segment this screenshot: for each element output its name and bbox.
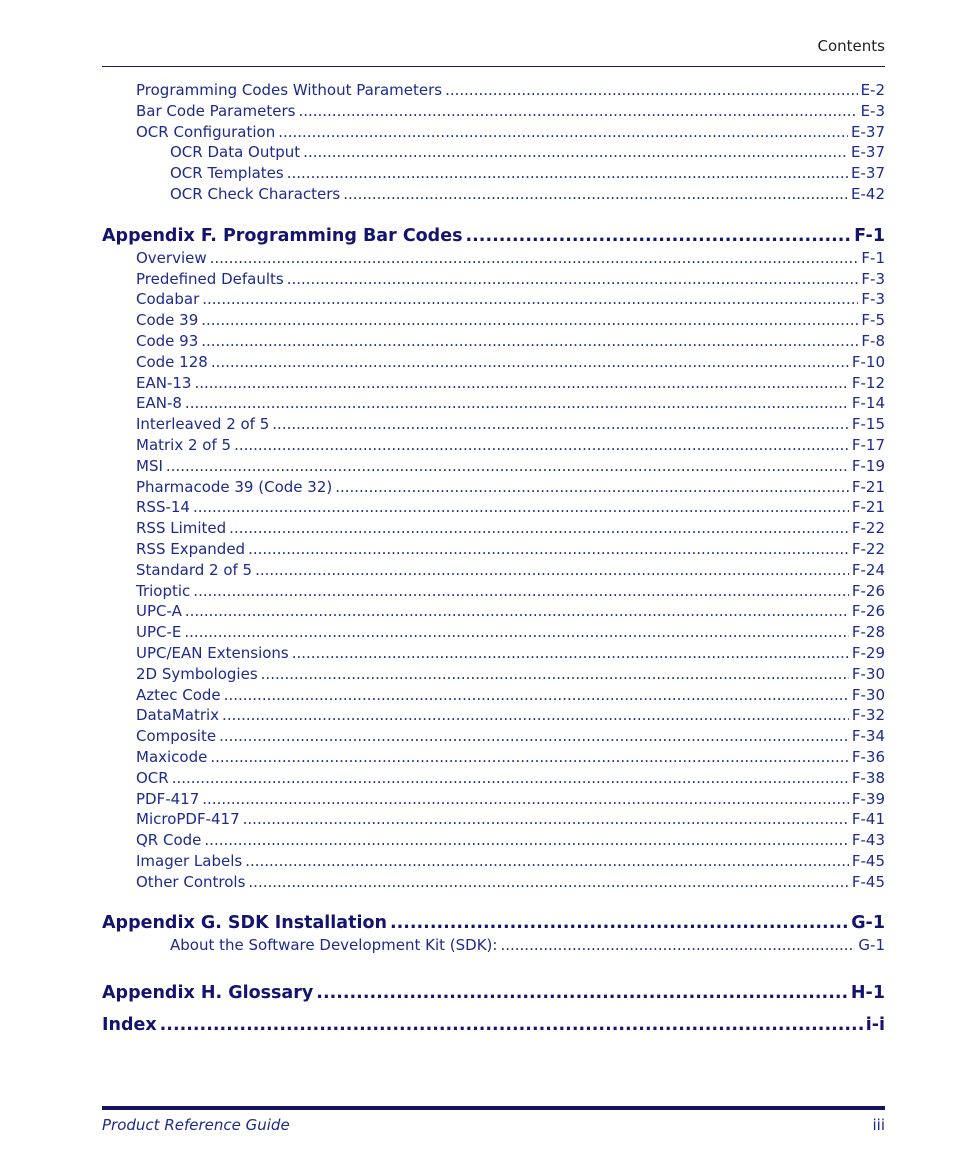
toc-entry-label: DataMatrix [136,706,220,725]
toc-entry-label: OCR Templates [170,164,284,183]
dot-leader [185,393,849,414]
toc-entry[interactable] [102,809,885,830]
toc-entry-page: F-21 [851,477,885,496]
toc-entry-page: F-43 [851,831,885,850]
toc-entry-label: Composite [136,727,217,746]
toc-entry-page: F-30 [851,685,885,704]
toc-appendix-page: G-1 [851,913,885,934]
toc-entry[interactable] [102,539,885,560]
dot-leader [210,747,849,768]
toc-entry-label: Standard 2 of 5 [136,560,253,579]
toc-entry-page: F-26 [851,602,885,621]
dot-leader [278,122,848,143]
toc-entry-page: F-26 [851,581,885,600]
toc-entry-programming-codes-without-parameters[interactable] [102,80,885,101]
dot-leader [500,935,855,956]
toc-entry-page: F-38 [851,768,885,787]
toc-entry[interactable] [102,830,885,851]
toc-entry-label: Programming Codes Without Parameters [136,81,443,99]
toc-entry-label: Maxicode [136,747,208,766]
toc-entry-page: F-3 [861,290,885,309]
toc-entry-label: RSS Limited [136,519,227,538]
dot-leader [193,581,849,602]
toc-entry-page: F-12 [851,373,885,392]
toc-entry-label: Code 93 [136,331,199,350]
toc-entry-label: QR Code [136,831,202,850]
toc-entry-label: UPC-A [136,602,182,621]
toc-entry[interactable] [102,601,885,622]
toc-entry-label: OCR Check Characters [170,184,341,203]
toc-entry[interactable] [102,851,885,872]
toc-entry-label: About the Software Development Kit (SDK): [170,936,498,955]
toc-entry-page: F-8 [861,331,885,350]
toc-entry-page: F-22 [851,519,885,538]
toc-entry-page: F-30 [851,664,885,683]
toc-entry-page: F-34 [851,727,885,746]
toc-entry-label: OCR Data Output [170,143,301,162]
toc-entry[interactable] [102,373,885,394]
dot-leader [224,685,849,706]
dot-leader [303,142,848,163]
toc-appendix-g[interactable] [102,911,885,935]
toc-entry[interactable] [102,269,885,290]
dot-leader [255,560,849,581]
toc-entry-page: F-10 [851,352,885,371]
toc-appendix-title: Appendix G. SDK Installation [102,913,387,934]
toc-entry-page: F-24 [851,560,885,579]
toc-entry-label: Code 128 [136,352,208,371]
dot-leader [287,163,848,184]
footer-page-number: iii [872,1116,885,1134]
toc-entry-label: Codabar [136,290,200,309]
dot-leader [210,248,859,269]
toc-entry-label: Aztec Code [136,685,221,704]
toc-entry-ocr-data-output[interactable] [102,142,885,163]
toc-entry-label: UPC-E [136,623,182,642]
dot-leader [229,518,849,539]
dot-leader [287,269,859,290]
toc-entry-label: UPC/EAN Extensions [136,643,289,662]
toc-entry[interactable] [102,747,885,768]
dot-leader [202,289,858,310]
toc-entry-page: F-41 [851,810,885,829]
toc-appendix-f[interactable] [102,224,885,248]
dot-leader [202,789,849,810]
dot-leader [248,539,849,560]
dot-leader [166,456,849,477]
toc-entry[interactable] [102,872,885,893]
toc-entry[interactable] [102,352,885,373]
dot-leader [201,310,858,331]
running-header-title: Contents [817,37,885,55]
footer-title: Product Reference Guide [102,1116,290,1134]
header-rule [102,66,885,67]
dot-leader [261,664,849,685]
footer-rule [102,1106,885,1110]
toc-entry-page: F-32 [851,706,885,725]
toc-entry-bar-code-parameters[interactable] [102,101,885,122]
toc-entry[interactable] [102,331,885,352]
toc-entry-label: PDF-417 [136,789,200,808]
toc-entry-page: E-42 [851,184,885,203]
toc-entry-ocr-configuration[interactable] [102,122,885,143]
toc-index-title: Index [102,1015,157,1036]
dot-leader [245,851,849,872]
toc-entry-label: Code 39 [136,311,199,330]
toc-entry[interactable] [102,456,885,477]
dot-leader [316,981,848,1005]
toc-entry-page: F-22 [851,539,885,558]
toc-entry-page: F-3 [861,269,885,288]
toc-entry[interactable] [102,685,885,706]
toc-entry-label: Bar Code Parameters [136,101,296,120]
toc-entry-label: Pharmacode 39 (Code 32) [136,477,333,496]
toc-entry[interactable] [102,393,885,414]
toc-entry-page: F-28 [851,623,885,642]
toc-entry-page: E-37 [851,164,885,183]
dot-leader [343,184,848,205]
appendix-f-entries [102,248,885,893]
toc-entry-page: F-1 [861,248,885,267]
toc-entry-page: F-14 [851,394,885,413]
dot-leader [298,101,857,122]
toc-entry[interactable] [102,705,885,726]
toc-entry-page: F-45 [851,872,885,891]
toc-entry-label: EAN-13 [136,373,192,392]
toc-entry[interactable] [102,497,885,518]
toc-entry[interactable] [102,768,885,789]
dot-leader [160,1013,863,1037]
toc-entry-label: Interleaved 2 of 5 [136,415,270,434]
dot-leader [219,726,849,747]
dot-leader [292,643,849,664]
dot-leader [234,435,849,456]
toc-appendix-title: Appendix H. Glossary [102,983,314,1004]
toc-entry-label: Trioptic [136,581,191,600]
toc-entry-label: Predefined Defaults [136,269,284,288]
toc-entry[interactable] [102,560,885,581]
toc-appendix-page: H-1 [850,983,885,1004]
dot-leader [243,809,849,830]
toc-entry[interactable] [102,789,885,810]
toc-entry-page: E-3 [860,101,885,120]
dot-leader [184,622,848,643]
dot-leader [466,224,852,248]
toc-entry-label: RSS Expanded [136,539,246,558]
toc-entry-page: F-5 [861,311,885,330]
toc-entry-page: E-37 [851,143,885,162]
toc-appendix-title: Appendix F. Programming Bar Codes [102,225,463,246]
dot-leader [272,414,849,435]
dot-leader [172,768,849,789]
toc-entry[interactable] [102,477,885,498]
toc-entry-label: Matrix 2 of 5 [136,435,232,454]
toc-entry[interactable] [102,518,885,539]
toc-entry-ocr-templates[interactable] [102,163,885,184]
toc-index[interactable] [102,1013,885,1037]
toc-entry[interactable] [102,726,885,747]
toc-entry-label: MSI [136,456,163,475]
dot-leader [185,601,849,622]
toc-entry-label: MicroPDF-417 [136,810,240,829]
dot-leader [248,872,848,893]
toc-entry[interactable] [102,289,885,310]
dot-leader [194,373,848,394]
table-of-contents [102,80,885,1037]
toc-entry-label: OCR Configuration [136,122,276,141]
toc-entry-page: F-29 [851,643,885,662]
toc-entry-ocr-check-characters[interactable] [102,184,885,205]
toc-entry-label: RSS-14 [136,498,190,517]
dot-leader [211,352,849,373]
toc-entry-label: 2D Symbologies [136,664,258,683]
toc-entry-about-sdk[interactable] [102,935,885,956]
toc-entry-page: F-17 [851,435,885,454]
toc-entry[interactable] [102,664,885,685]
toc-entry-page: G-1 [858,936,885,955]
toc-entry-page: F-21 [851,498,885,517]
toc-entry[interactable] [102,622,885,643]
toc-entry-page: F-36 [851,747,885,766]
toc-entry[interactable] [102,643,885,664]
toc-entry-page: F-19 [851,456,885,475]
dot-leader [204,830,848,851]
toc-entry-label: Other Controls [136,872,246,891]
toc-entry-label: Imager Labels [136,851,243,870]
dot-leader [222,705,849,726]
toc-appendix-h[interactable] [102,981,885,1005]
toc-entry-label: EAN-8 [136,394,182,413]
toc-appendix-page: F-1 [854,225,885,246]
toc-entry-page: F-15 [851,415,885,434]
toc-index-page: i-i [865,1015,885,1036]
toc-entry[interactable] [102,581,885,602]
dot-leader [335,477,849,498]
dot-leader [390,911,848,935]
toc-entry-label: Overview [136,248,207,267]
toc-entry-page: F-39 [851,789,885,808]
toc-entry[interactable] [102,310,885,331]
dot-leader [445,80,857,101]
toc-entry-page: E-2 [860,81,885,99]
toc-entry-page: E-37 [851,122,885,141]
dot-leader [201,331,858,352]
toc-entry[interactable] [102,435,885,456]
toc-entry-page: F-45 [851,851,885,870]
toc-entry[interactable] [102,248,885,269]
toc-entry-label: OCR [136,768,169,787]
dot-leader [193,497,849,518]
toc-entry[interactable] [102,414,885,435]
